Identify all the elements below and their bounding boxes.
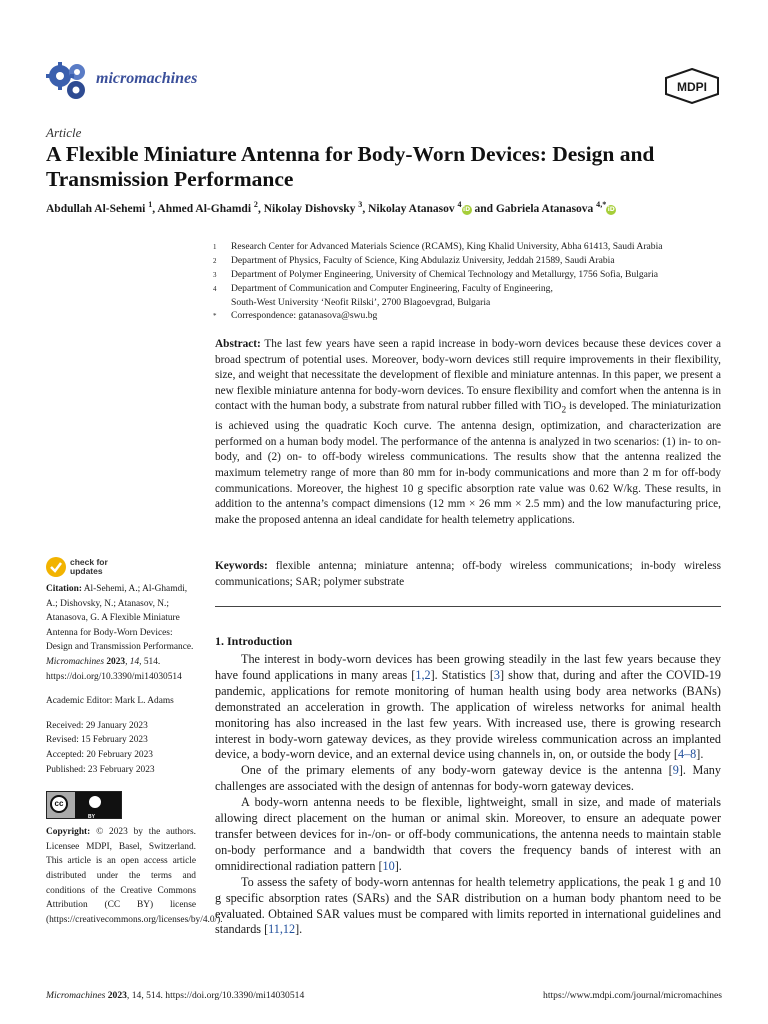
academic-editor: Academic Editor: Mark L. Adams (46, 696, 174, 707)
check-updates-text (70, 558, 108, 576)
author-affiliation: 4 (457, 200, 462, 209)
correspondence-text[interactable]: Correspondence: gatanasova@swu.bg (231, 310, 378, 321)
affiliation-item (213, 296, 733, 309)
citation-journal: Micromachines (46, 656, 104, 667)
footer-journal: Micromachines (46, 990, 106, 1001)
abstract-text-part2: is developed. The miniaturization is achieved using the quadratic Koch curve. The antenna design, optimization, and characterization are performed on a human body model. The performance of the antenna is analyzed in two scenarios: (1) in- to on-body, and (2) on- to off-body wireless communications. The results show that the antenna realized the maximum telemetry range of more than 80 mm for in-body communications and more than 2 m for off-body communications. Moreover, the highest 10 g specific absorption rate value was 0.62 W/kg. These results, in addition to the antenna’s compact dimensions (12 mm × 26 mm × 2.5 mm) and the low manufacturing price, make the proposed antenna an ideal candidate for health telemetry applications. (215, 400, 721, 526)
copyright-label: Copyright: (46, 827, 91, 838)
journal-gear-logo-icon (46, 58, 92, 102)
affiliation-number: 3 (213, 271, 217, 279)
reference-link[interactable]: 1,2 (415, 667, 431, 682)
copyright-text: © 2023 by the authors. Licensee MDPI, Basel, Switzerland. This article is an open access article distributed under the terms and conditions of the Creative Commons Attribution (CC BY) license (https://creativecommons.org/licenses/by/4.0/). (46, 827, 223, 925)
affiliation-text: South-West University ‘Neofit Rilski’, 2700 Blagoevgrad, Bulgaria (231, 297, 491, 308)
citation-text: Al-Sehemi, A.; Al-Ghamdi, A.; Dishovsky, N.; Atanasov, N.; Atanasova, G. A Flexible Miniature Antenna for Body-Worn Devices: Design and Transmission Performance. (46, 584, 194, 653)
affiliation-text: Department of Polymer Engineering, University of Chemical Technology and Metallurgy, 1756 Sofia, Bulgaria (231, 269, 659, 280)
paragraph: One of the primary elements of any body-worn gateway device is the antenna [9]. Many challenges are associated with the design of antennas for body-worn gateway devices. (215, 763, 721, 794)
article-sidebar (46, 582, 223, 927)
abstract-subscript: 2 (561, 405, 567, 416)
affiliation-item (213, 268, 733, 282)
paragraph: To assess the safety of body-worn antennas for health telemetry applications, the peak 1 g and 10 g specific absorption rates (SARs) and the SAR distribution on a human body phantom need to be evaluated. Obtained SAR values must be compared with limits reported in international guidelines and standards [11,12]. (215, 874, 721, 937)
affiliation-number: 1 (213, 243, 217, 251)
mdpi-logo-icon (664, 68, 720, 104)
author-name[interactable]: Abdullah Al-Sehemi (46, 202, 146, 215)
abstract-label: Abstract: (215, 338, 261, 350)
reference-link[interactable]: 3 (493, 667, 500, 682)
attribution-icon (87, 794, 103, 810)
citation-year: 2023 (106, 656, 126, 667)
affiliation-number: * (213, 312, 217, 320)
correspondence (213, 309, 733, 323)
mdpi-logo-text: MDPI (677, 80, 707, 94)
cc-icon: cc (50, 795, 68, 813)
check-updates-icon (46, 557, 66, 577)
abstract (215, 337, 721, 528)
author-name[interactable]: Nikolay Atanasov (368, 202, 455, 215)
section-heading-introduction: 1. Introduction (215, 634, 293, 648)
received-date: Received: 29 January 2023 (46, 720, 148, 731)
affiliation-number (213, 296, 231, 309)
accepted-date: Accepted: 20 February 2023 (46, 749, 153, 760)
affiliation-text: Department of Communication and Computer Engineering, Faculty of Engineering, (231, 283, 553, 294)
paragraph: The interest in body-worn devices has been growing steadily in the last few years because they have found applications in many areas [1,2]. Statistics [3] show that, during and after the COVID-19 pandemic, applications for remote monitoring of human health using body area networks (BANs) demonstrated an acceleration in growth. The application of wireless networks for animal health monitoring has also increased in the last few years. With increased use, there is growing research interest in body-worn gateway devices, as they provide wireless communication across an implanted device, a body-worn device, and an external device using channels in, on, or outside the body [4–8]. (215, 652, 721, 762)
author-name[interactable]: Ahmed Al-Ghamdi (157, 202, 252, 215)
affiliation-text: Research Center for Advanced Materials Science (RCAMS), King Khalid University, Abha 61413, Saudi Arabia (231, 241, 663, 252)
author-name[interactable]: Nikolay Dishovsky (263, 202, 356, 215)
article-type: Article (46, 125, 82, 140)
author-affiliation: 1 (148, 200, 153, 209)
abstract-text-part1: The last few years have seen a rapid increase in body-worn devices because these devices cover a broad spectrum of potential uses. Moreover, body-worn devices still require improvements in their flexibility, size, and weight that necessitate the development of flexible and miniature antennas. In this paper, we present a new flexible miniature antenna for body-worn devices. To ensure flexibility and comfort when the antenna is in contact with the human body, a substrate from natural rubber filled with TiO (215, 338, 721, 413)
reference-link[interactable]: 11,12 (268, 922, 296, 937)
revised-date: Revised: 15 February 2023 (46, 735, 148, 746)
by-text: BY (88, 814, 95, 821)
author-affiliation: 4,* (596, 200, 607, 209)
author-affiliation: 2 (253, 200, 258, 209)
reference-link[interactable]: 9 (672, 763, 679, 778)
footer-citation (46, 990, 304, 1001)
introduction-body (215, 652, 721, 938)
section-divider (215, 606, 721, 607)
affiliation-item (213, 240, 733, 254)
keywords (215, 559, 721, 590)
affiliation-number: 4 (213, 285, 217, 293)
affiliation-text: Department of Physics, Faculty of Science, King Abdulaziz University, Jeddah 21589, Saudi Arabia (231, 255, 615, 266)
orcid-icon[interactable]: iD (607, 205, 615, 213)
author-list: Abdullah Al-Sehemi $^1$, Ahmed Al-Ghamdi $^2$, Nikolay Dishovsky $^3$, Nikolay Atanasov $^4$iD and Gabriela Atanasova $^{4,*}$iD (46, 200, 615, 215)
paragraph: A body-worn antenna needs to be flexible, lightweight, small in size, and made of materials allowing direct placement on the human or animal skin. Moreover, to ensure an adequate power transfer between devices for in-/on- or off-body communications, the antenna needs to maintain stable on-body performance and a bandwidth that covers the frequency bands of interest with an omnidirectional radiation pattern [10]. (215, 795, 721, 873)
footer-journal-url[interactable]: https://www.mdpi.com/journal/micromachines (543, 990, 722, 1001)
footer-doi[interactable]: , 14, 514. https://doi.org/10.3390/mi14030514 (126, 990, 305, 1001)
footer-year: 2023 (107, 990, 127, 1001)
author-affiliation: 3 (358, 200, 363, 209)
affiliations (213, 240, 733, 323)
reference-link[interactable]: 10 (382, 858, 395, 873)
orcid-icon[interactable]: iD (463, 205, 471, 213)
reference-link[interactable]: 4–8 (677, 747, 697, 762)
check-for-updates-badge[interactable] (46, 557, 126, 579)
keywords-label: Keywords: (215, 560, 268, 572)
affiliation-item (213, 254, 733, 268)
affiliation-item (213, 282, 733, 296)
check-updates-line2: updates (70, 566, 103, 576)
check-updates-line1: check for (70, 557, 108, 567)
copyright-notice (46, 825, 223, 927)
citation-doi[interactable]: 514. https://doi.org/10.3390/mi14030514 (46, 656, 182, 682)
citation-volume: , 14, (125, 656, 142, 667)
article-title: A Flexible Miniature Antenna for Body-Worn Devices: Design and Transmission Performance (46, 142, 655, 191)
journal-name: micromachines (96, 70, 198, 87)
cc-by-license-badge[interactable] (46, 791, 122, 819)
citation-label: Citation: (46, 584, 82, 594)
citation (46, 582, 196, 684)
published-date: Published: 23 February 2023 (46, 764, 155, 775)
affiliation-number: 2 (213, 257, 217, 265)
author-name[interactable]: Gabriela Atanasova (495, 202, 594, 215)
keywords-text: flexible antenna; miniature antenna; off-body wireless communications; in-body wireless communications; SAR; polymer substrate (215, 560, 721, 588)
